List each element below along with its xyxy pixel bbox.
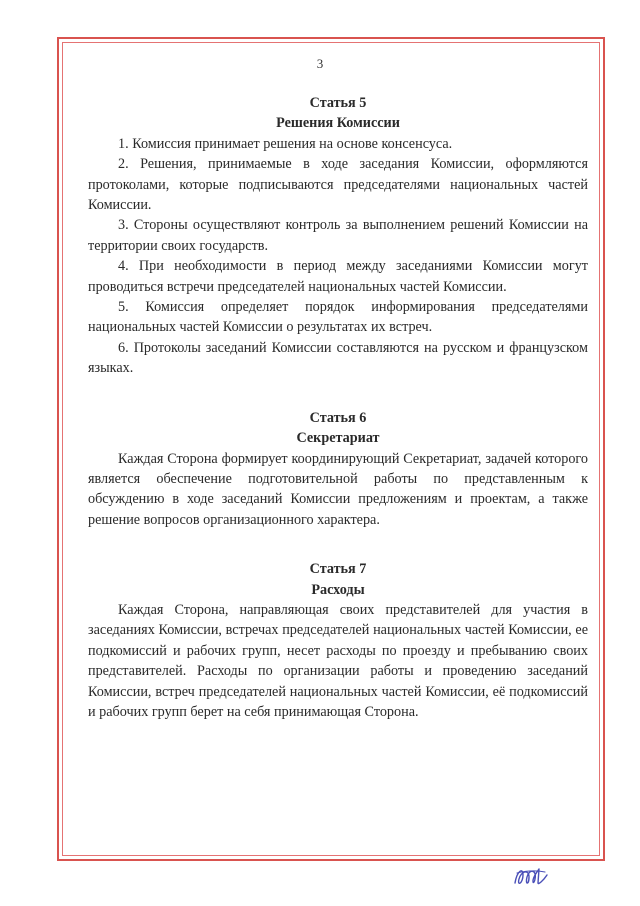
paragraph: Каждая Сторона, направляющая своих представителей для участия в заседаниях Комиссии, встречах председателей национальных частей Комиссии, ее подкомиссий и рабочих групп, несет расходы по проезду и пребыванию своих представителей. Расходы по организации работы и проведению заседаний Комиссии, встреч председателей национальных частей Комиссии, её подкомиссий и рабочих групп берет на себя принимающая Сторона.: [88, 601, 588, 720]
signature-initials: [511, 861, 555, 891]
paragraph: 6. Протоколы заседаний Комиссии составляются на русском и французском языках.: [88, 339, 588, 377]
paragraph: 5. Комиссия определяет порядок информирования председателями национальных частей Комиссии о результатах их встреч.: [88, 299, 588, 336]
article-heading: Статья 5: [309, 95, 367, 111]
page-number: 3: [316, 56, 324, 71]
article-5: [88, 93, 588, 379]
paragraph: 4. При необходимости в период между заседаниями Комиссии могут проводиться встречи председателей национальных частей Комиссии.: [88, 258, 588, 295]
article-title: Решения Комиссии: [276, 115, 400, 132]
document-body: [88, 93, 588, 722]
article-title: Расходы: [311, 581, 365, 598]
article-6: [88, 408, 588, 530]
paragraph: Каждая Сторона формирует координирующий Секретариат, задачей которого является обеспечение подготовительной работы по представленным к обсуждению в ходе заседаний Комиссии предложениям и проектам, а также решение вопросов организационного характера.: [88, 450, 588, 528]
paragraph: 1. Комиссия принимает решения на основе консенсуса.: [118, 135, 453, 152]
article-heading: Статья 6: [309, 409, 367, 426]
spacer: [88, 530, 588, 559]
article-7: [88, 559, 588, 722]
article-title: Секретариат: [296, 430, 380, 447]
paragraph: 3. Стороны осуществляют контроль за выполнением решений Комиссии на территории своих государств.: [88, 217, 588, 254]
paragraph: 2. Решения, принимаемые в ходе заседания Комиссии, оформляются протоколами, которые подписываются председателями национальных частей Комиссии.: [88, 156, 588, 214]
spacer: [88, 379, 588, 408]
article-heading: Статья 7: [309, 561, 367, 578]
